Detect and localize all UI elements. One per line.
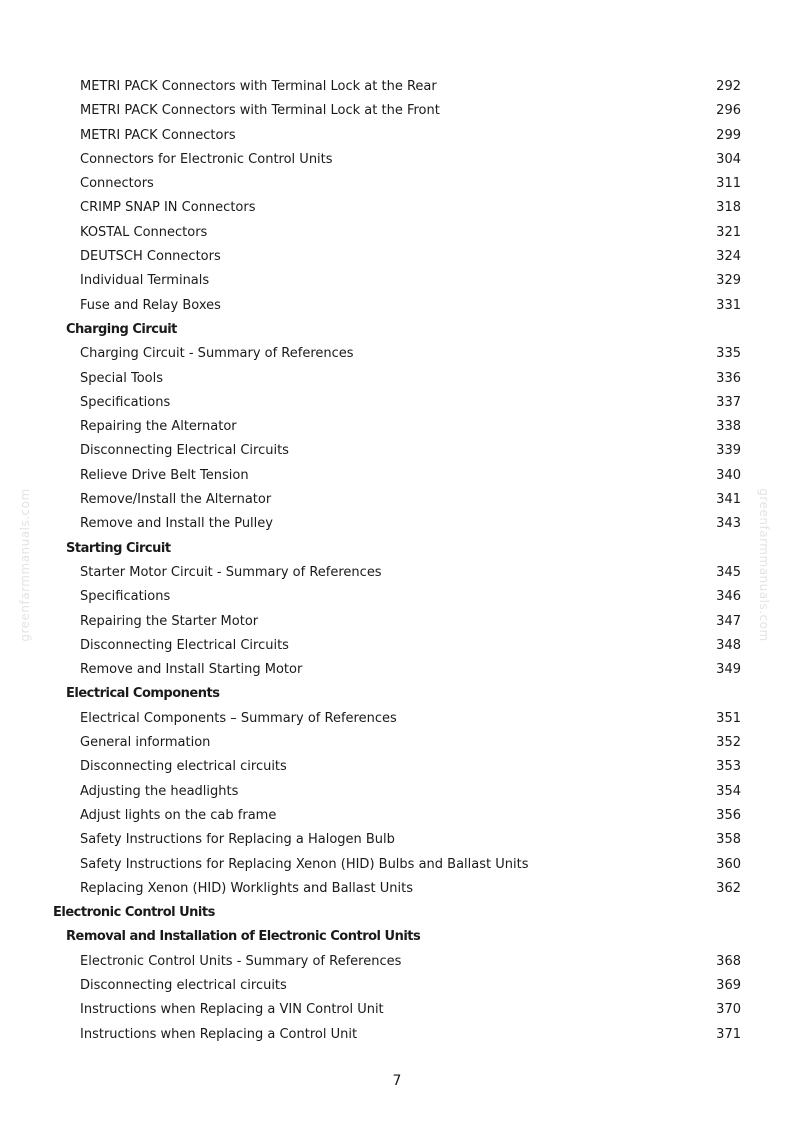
toc-entry-title: Special Tools: [80, 370, 163, 386]
toc-section-heading[interactable]: [0, 537, 794, 561]
toc-entry[interactable]: [0, 853, 794, 877]
toc-entry-page-number: 318: [716, 200, 741, 216]
toc-entry-page-number: 292: [716, 79, 741, 94]
toc-entry-title: Starter Motor Circuit - Summary of References: [80, 564, 382, 580]
toc-entry[interactable]: [0, 367, 794, 391]
toc-entry-title: Electrical Components: [66, 686, 220, 702]
toc-entry-page-number: 343: [716, 516, 741, 532]
toc-entry-page-number: 352: [716, 735, 741, 751]
toc-entry-page-number: 347: [716, 613, 741, 629]
toc-entry-page-number: 311: [716, 176, 741, 192]
toc-entry[interactable]: [0, 610, 794, 634]
toc-entry-title: Relieve Drive Belt Tension: [80, 467, 249, 483]
toc-entry-title: Safety Instructions for Replacing Xenon (HID) Bulbs and Ballast Units: [80, 856, 529, 872]
toc-entry[interactable]: [0, 415, 794, 439]
toc-entry-page-number: 346: [716, 589, 741, 605]
toc-entry[interactable]: [0, 974, 794, 998]
toc-entry[interactable]: [0, 877, 794, 901]
toc-entry[interactable]: [0, 99, 794, 123]
toc-entry[interactable]: [0, 634, 794, 658]
toc-entry-page-number: 340: [716, 467, 741, 483]
toc-entry[interactable]: [0, 950, 794, 974]
toc-entry[interactable]: [0, 1023, 794, 1047]
toc-entry-page-number: 336: [716, 370, 741, 386]
toc-entry-page-number: 341: [716, 492, 741, 508]
toc-entry-title: Disconnecting electrical circuits: [80, 977, 287, 993]
toc-entry-page-number: 345: [716, 564, 741, 580]
toc-entry-title: Adjust lights on the cab frame: [80, 807, 277, 823]
toc-entry[interactable]: [0, 707, 794, 731]
toc-entry[interactable]: [0, 780, 794, 804]
toc-entry[interactable]: [0, 439, 794, 463]
toc-entry-title: Specifications: [80, 589, 171, 605]
toc-entry[interactable]: [0, 294, 794, 318]
toc-chapter-heading[interactable]: [0, 901, 794, 925]
toc-entry-title: Connectors for Electronic Control Units: [80, 151, 333, 167]
toc-entry[interactable]: [0, 124, 794, 148]
toc-entry[interactable]: [0, 804, 794, 828]
toc-entry-title: Instructions when Replacing a VIN Control Unit: [80, 1002, 384, 1018]
toc-entry-title: Specifications: [80, 394, 171, 410]
table-of-contents: [0, 75, 794, 1047]
toc-entry-page-number: 338: [716, 419, 741, 435]
toc-entry-title: Charging Circuit: [66, 321, 177, 337]
toc-entry-page-number: 368: [716, 953, 741, 969]
toc-entry-page-number: 324: [716, 249, 741, 265]
toc-entry-page-number: 360: [716, 856, 741, 872]
toc-entry-title: Replacing Xenon (HID) Worklights and Ballast Units: [80, 880, 413, 896]
toc-entry-title: Disconnecting Electrical Circuits: [80, 443, 289, 459]
toc-entry[interactable]: [0, 391, 794, 415]
toc-entry[interactable]: [0, 245, 794, 269]
toc-entry[interactable]: [0, 658, 794, 682]
toc-entry[interactable]: [0, 828, 794, 852]
toc-entry-title: Safety Instructions for Replacing a Halogen Bulb: [80, 832, 395, 848]
toc-entry-page-number: 331: [716, 297, 741, 313]
toc-entry-page-number: 335: [716, 346, 741, 362]
toc-entry-page-number: 371: [716, 1026, 741, 1042]
toc-entry[interactable]: [0, 464, 794, 488]
toc-entry-page-number: 362: [716, 880, 741, 896]
toc-entry-title: Fuse and Relay Boxes: [80, 297, 221, 313]
page-number: 7: [392, 1073, 402, 1089]
toc-entry-title: Connectors: [80, 176, 154, 192]
toc-entry-page-number: 321: [716, 224, 741, 240]
toc-entry[interactable]: [0, 998, 794, 1022]
toc-entry-page-number: 337: [716, 394, 741, 410]
toc-entry-title: CRIMP SNAP IN Connectors: [80, 200, 256, 216]
toc-entry[interactable]: [0, 221, 794, 245]
toc-entry-page-number: 351: [716, 710, 741, 726]
toc-entry-title: Electronic Control Units - Summary of References: [80, 953, 402, 969]
toc-entry-page-number: 299: [716, 127, 741, 143]
toc-entry-title: Instructions when Replacing a Control Unit: [80, 1026, 358, 1042]
toc-entry-title: METRI PACK Connectors with Terminal Lock at the Rear: [80, 79, 437, 94]
toc-entry-page-number: 353: [716, 759, 741, 775]
toc-entry-title: Starting Circuit: [66, 540, 171, 556]
toc-entry[interactable]: [0, 269, 794, 293]
toc-entry-title: Remove and Install the Pulley: [80, 516, 273, 532]
toc-entry-title: Adjusting the headlights: [80, 783, 239, 799]
toc-entry-page-number: 369: [716, 977, 741, 993]
toc-entry[interactable]: [0, 488, 794, 512]
toc-entry-title: KOSTAL Connectors: [80, 224, 208, 240]
toc-entry-page-number: 304: [716, 151, 741, 167]
toc-entry-page-number: 348: [716, 637, 741, 653]
toc-entry-title: Removal and Installation of Electronic Control Units: [66, 929, 421, 945]
toc-entry-title: Charging Circuit - Summary of References: [80, 346, 354, 362]
toc-entry-title: Disconnecting Electrical Circuits: [80, 637, 289, 653]
toc-entry-title: Individual Terminals: [80, 273, 210, 289]
watermark-right: greenfarmmanuals.com: [757, 488, 771, 642]
toc-entry-page-number: 370: [716, 1002, 741, 1018]
toc-entry[interactable]: [0, 196, 794, 220]
toc-entry-page-number: 296: [716, 103, 741, 119]
toc-entry-title: Repairing the Starter Motor: [80, 613, 259, 629]
toc-entry[interactable]: [0, 731, 794, 755]
toc-section-heading[interactable]: [0, 318, 794, 342]
toc-entry-title: Disconnecting electrical circuits: [80, 759, 287, 775]
toc-entry-page-number: 356: [716, 807, 741, 823]
watermark-left: greenfarmmanuals.com: [18, 488, 32, 642]
toc-entry-page-number: 349: [716, 662, 741, 678]
toc-entry[interactable]: [0, 585, 794, 609]
toc-entry-title: Electrical Components – Summary of References: [80, 710, 397, 726]
toc-entry[interactable]: [0, 561, 794, 585]
toc-entry-page-number: 354: [716, 783, 741, 799]
toc-section-heading[interactable]: [0, 682, 794, 706]
toc-entry-page-number: 358: [716, 832, 741, 848]
toc-entry[interactable]: [0, 755, 794, 779]
toc-entry-page-number: 329: [716, 273, 741, 289]
toc-entry-title: Remove/Install the Alternator: [80, 492, 272, 508]
toc-entry[interactable]: [0, 75, 794, 99]
toc-entry-page-number: 339: [716, 443, 741, 459]
toc-entry-title: Electronic Control Units: [53, 905, 215, 921]
toc-entry[interactable]: [0, 172, 794, 196]
toc-entry[interactable]: [0, 148, 794, 172]
toc-entry[interactable]: [0, 342, 794, 366]
toc-entry-title: METRI PACK Connectors: [80, 127, 236, 143]
toc-entry-title: General information: [80, 735, 211, 751]
toc-entry-title: DEUTSCH Connectors: [80, 249, 221, 265]
toc-entry-title: Remove and Install Starting Motor: [80, 662, 303, 678]
toc-section-heading[interactable]: [0, 925, 794, 949]
toc-entry[interactable]: [0, 512, 794, 536]
toc-entry-title: METRI PACK Connectors with Terminal Lock at the Front: [80, 103, 440, 119]
toc-entry-title: Repairing the Alternator: [80, 419, 237, 435]
